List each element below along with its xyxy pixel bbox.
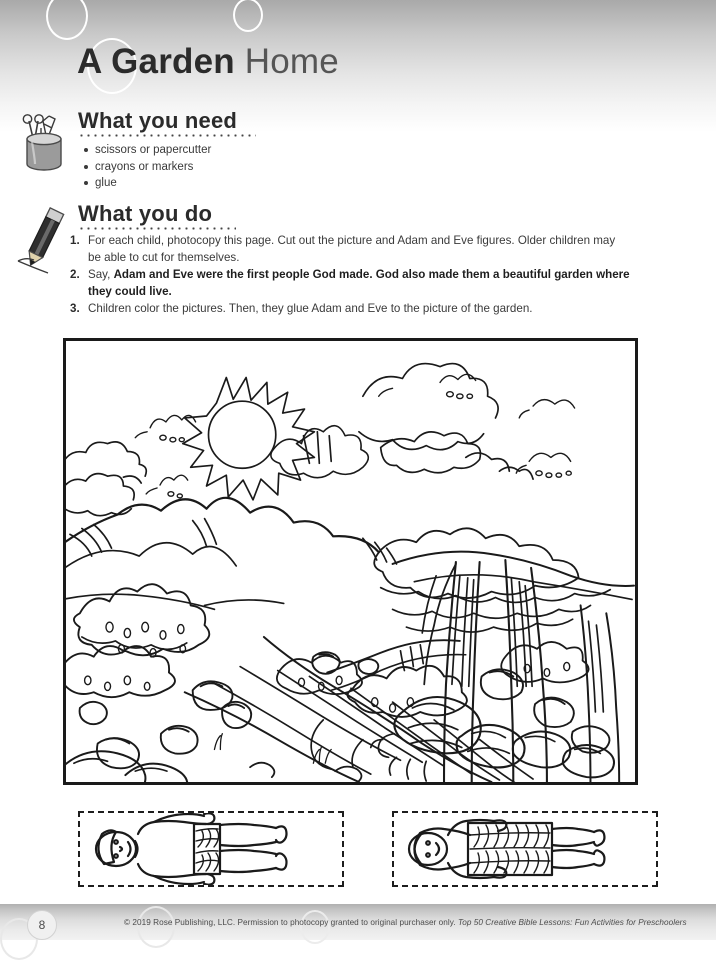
footer-copyright xyxy=(124,918,687,927)
step-number: 1. xyxy=(70,234,80,247)
list-item: glue xyxy=(82,175,402,192)
footer-book-title: Top 50 Creative Bible Lessons: Fun Activities for Preschoolers xyxy=(457,918,687,927)
list-item xyxy=(70,233,630,266)
page-title-primary: A Garden xyxy=(77,42,235,81)
step-text: Children color the pictures. Then, they glue Adam and Eve to the picture of the garden. xyxy=(88,302,533,315)
decorative-circle-icon xyxy=(233,0,263,32)
page-title-secondary: Home xyxy=(244,42,339,81)
materials-list xyxy=(82,142,402,192)
eve-figure-icon xyxy=(394,813,656,885)
list-item xyxy=(70,267,630,300)
footer-copyright-text: © 2019 Rose Publishing, LLC. Permission to photocopy granted to original purchaser only. xyxy=(124,918,458,927)
adam-figure-icon xyxy=(80,813,342,885)
page-title xyxy=(77,42,339,82)
step-text: For each child, photocopy this page. Cut out the picture and Adam and Eve figures. Older children may be able to cut for themselves. xyxy=(88,234,616,264)
decorative-circle-icon xyxy=(137,906,175,948)
decorative-circle-icon xyxy=(300,910,330,944)
step-number: 2. xyxy=(70,268,80,281)
adam-cutout-box xyxy=(78,811,344,887)
what-you-need-heading: What you need xyxy=(78,108,238,133)
what-you-do-heading: What you do xyxy=(78,201,213,226)
step-text: Say, xyxy=(88,268,114,281)
supplies-cup-icon xyxy=(16,112,72,174)
eve-cutout-box xyxy=(392,811,658,887)
garden-illustration xyxy=(63,338,638,785)
list-item xyxy=(70,301,630,318)
list-item: crayons or markers xyxy=(82,159,402,176)
decorative-circle-icon xyxy=(46,0,88,40)
heading-dot-rule xyxy=(78,227,236,230)
heading-dot-rule xyxy=(78,134,256,137)
step-text-bold: Adam and Eve were the first people God made. God also made them a beautiful garden where they could live. xyxy=(88,268,630,298)
instruction-steps xyxy=(70,233,630,319)
page-number: 8 xyxy=(27,910,57,940)
list-item: scissors or papercutter xyxy=(82,142,402,159)
pencil-icon xyxy=(16,205,76,275)
step-number: 3. xyxy=(70,302,80,315)
